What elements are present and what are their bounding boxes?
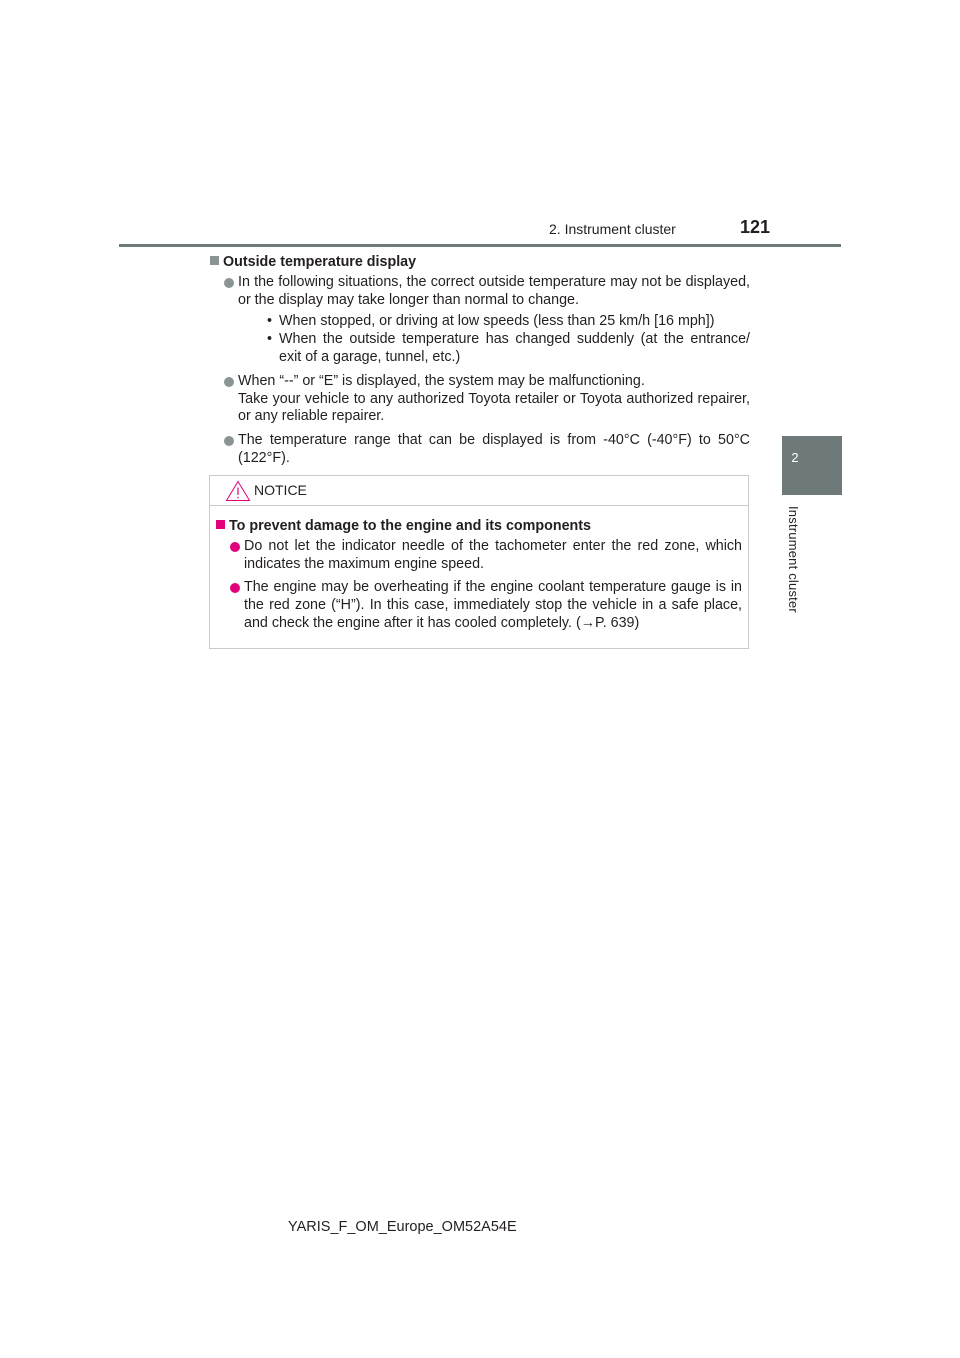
notice-box bbox=[209, 475, 749, 649]
sub-item-text: When stopped, or driving at low speeds (less than 25 km/h [16 mph]) bbox=[279, 313, 715, 330]
notice-bullet-text: The engine may be overheating if the engine coolant temperature gauge is in the red zone (“H”). In this case, immediately stop the vehicle in a safe place, and check the engine after it has cooled completely. (→P. 639) bbox=[244, 579, 742, 631]
circle-bullet-icon bbox=[224, 436, 234, 446]
notice-heading-text: To prevent damage to the engine and its components bbox=[229, 518, 591, 534]
list-item bbox=[210, 373, 750, 426]
sub-list-item bbox=[266, 313, 750, 331]
notice-title: NOTICE bbox=[254, 482, 307, 498]
sub-list-item bbox=[266, 331, 750, 367]
circle-bullet-icon bbox=[230, 542, 240, 552]
bullet-text: In the following situations, the correct outside temperature may not be displayed, or the display may take longer than normal to change. bbox=[238, 273, 750, 308]
chapter-label: Instrument cluster bbox=[786, 506, 801, 613]
notice-bullet-text: Do not let the indicator needle of the tachometer enter the red zone, which indicates the maximum engine speed. bbox=[244, 537, 742, 572]
notice-body bbox=[210, 506, 748, 633]
section-heading bbox=[210, 254, 750, 272]
circle-bullet-icon bbox=[224, 278, 234, 288]
circle-bullet-icon bbox=[230, 583, 240, 593]
list-item bbox=[210, 274, 750, 367]
bullet-text-continued: Take your vehicle to any authorized Toyota retailer or Toyota authorized repairer, or any reliable repairer. bbox=[238, 390, 750, 425]
sub-item-text: When the outside temperature has changed suddenly (at the entrance/ exit of a garage, tunnel, etc.) bbox=[279, 331, 750, 365]
notice-heading bbox=[216, 518, 742, 536]
list-item bbox=[216, 538, 742, 574]
list-item bbox=[216, 579, 742, 632]
chapter-number: 2 bbox=[791, 450, 799, 465]
section-title: Outside temperature display bbox=[223, 254, 417, 270]
notice-header bbox=[210, 476, 748, 506]
bullet-text: When “--” or “E” is displayed, the system may be malfunctioning. bbox=[238, 372, 645, 389]
sub-list bbox=[266, 313, 750, 366]
footer-doc-id: YARIS_F_OM_Europe_OM52A54E bbox=[288, 1219, 517, 1235]
dot-marker-icon: • bbox=[267, 331, 273, 348]
main-content bbox=[210, 254, 750, 468]
circle-bullet-icon bbox=[224, 377, 234, 387]
square-bullet-icon bbox=[210, 256, 219, 265]
page-number: 121 bbox=[740, 217, 771, 237]
chapter-tab bbox=[782, 436, 842, 495]
list-item bbox=[210, 432, 750, 468]
square-bullet-icon bbox=[216, 520, 225, 529]
dot-marker-icon: • bbox=[267, 313, 273, 330]
header-section-title: 2. Instrument cluster bbox=[549, 221, 676, 237]
warning-triangle-icon bbox=[225, 480, 251, 502]
bullet-text: The temperature range that can be displayed is from -40°C (-40°F) to 50°C (122°F). bbox=[238, 432, 750, 466]
header-rule bbox=[119, 244, 841, 247]
